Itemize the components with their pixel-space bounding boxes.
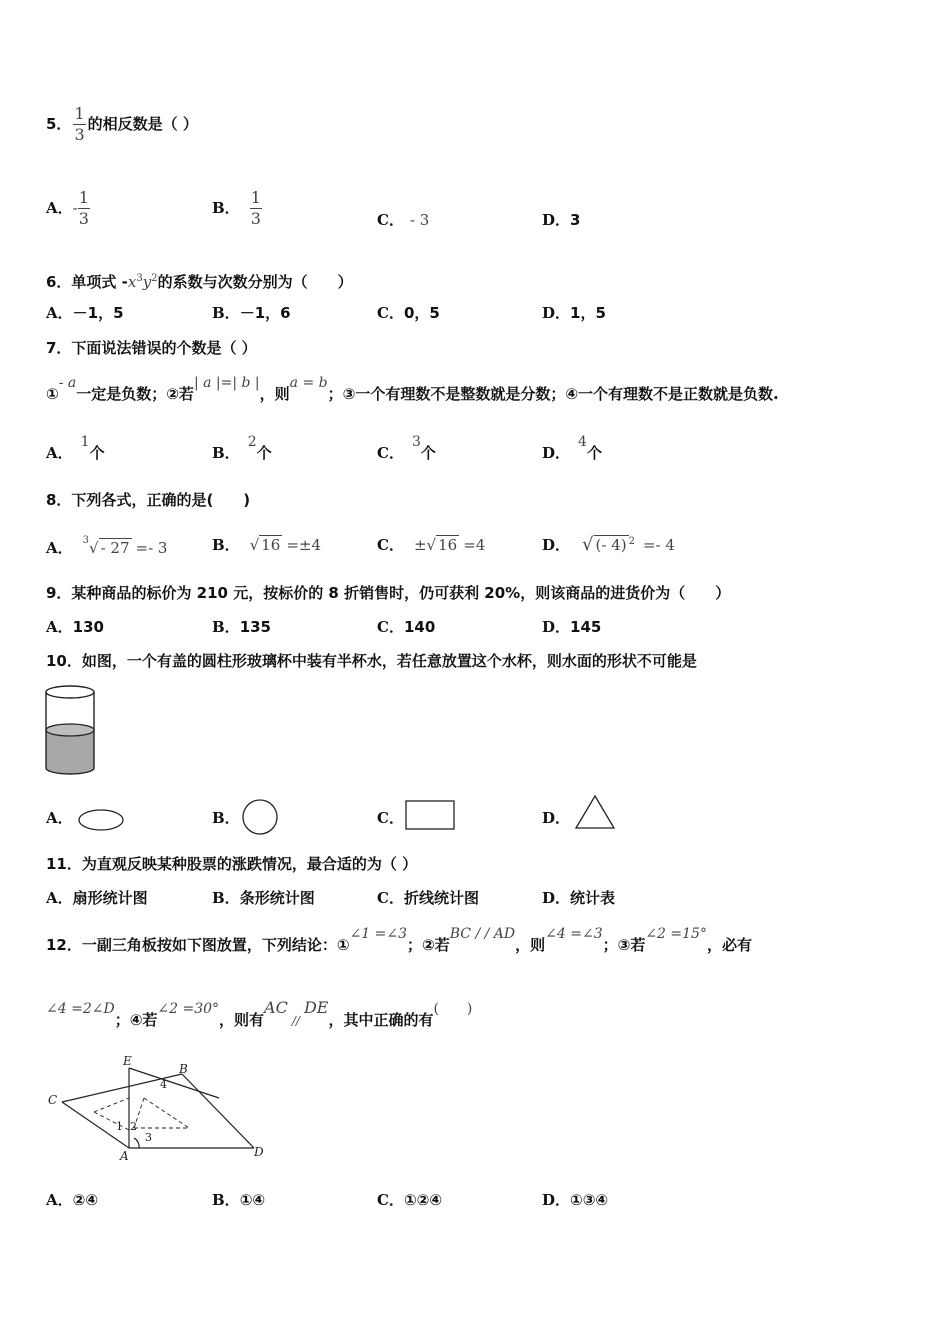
question-12-stem-line-2: ∠4 =2∠D；④若∠2 =30°，则有AC//DE，其中正确的有( ) (46, 998, 473, 1029)
question-7-stem: 7．下面说法错误的个数是（ ） (46, 339, 257, 357)
q12-option-a[interactable]: A．②④ (46, 1191, 99, 1209)
rectangle-shape-icon[interactable] (405, 800, 457, 832)
circle-shape-icon[interactable] (241, 798, 279, 836)
q10-option-b[interactable]: B． (212, 809, 240, 827)
q5-number: 5． (46, 115, 72, 133)
q10-option-d[interactable]: D． (542, 809, 571, 827)
q5-option-d[interactable]: D．3 (542, 211, 581, 229)
q10-option-a[interactable]: A． (46, 809, 73, 827)
question-11-stem: 11．为直观反映某种股票的涨跌情况，最合适的为（ ） (46, 855, 418, 873)
q5-fraction: $\frac{1}{3}$ (74, 104, 85, 144)
question-8-stem: 8．下列各式，正确的是( ) (46, 491, 251, 509)
label-a: A (120, 1149, 129, 1163)
q12-option-b[interactable]: B．①④ (212, 1191, 266, 1209)
q12-option-d[interactable]: D．①③④ (542, 1191, 609, 1209)
question-9-stem: 9．某种商品的标价为 210 元，按标价的 8 折销售时，仍可获利 20%，则该商品的进货价为（ ） (46, 584, 731, 602)
q9-option-b[interactable]: B．135 (212, 618, 271, 636)
label-c: C (48, 1093, 58, 1107)
q6-option-c[interactable]: C．0，5 (377, 304, 440, 322)
triangle-rulers-figure (44, 1052, 274, 1164)
q7-option-c[interactable]: C．3个 (377, 434, 436, 462)
angle-3-label: 3 (145, 1131, 152, 1144)
cylinder-cup-figure (40, 682, 102, 778)
question-5-stem (46, 104, 198, 145)
q8-option-a[interactable]: A． $^3$√ - 27 =- 3 (46, 535, 168, 557)
q5-option-a[interactable]: A．- $\frac{1}{3}$ (46, 188, 89, 228)
question-6-stem: 6．单项式 $-x^3y^2$的系数与次数分别为（ ） (46, 273, 353, 291)
angle-2-label: 2 (130, 1120, 137, 1133)
label-d: D (254, 1145, 264, 1159)
q6-option-b[interactable]: B．－1，6 (212, 304, 291, 322)
q8-option-c[interactable]: C． ±√ 16 =4 (377, 536, 486, 554)
label-e: E (123, 1054, 132, 1068)
q7-option-a[interactable]: A．1个 (46, 434, 105, 462)
q6-option-a[interactable]: A．－1，5 (46, 304, 124, 322)
q9-option-d[interactable]: D．145 (542, 618, 602, 636)
q8-option-b[interactable]: B． √ 16 =±4 (212, 536, 322, 554)
question-7-statements: ①- a一定是负数；②若| a |=| b |，则a = b；③一个有理数不是整数就是分数；④一个有理数不是正数就是负数. (46, 375, 779, 403)
q11-option-b[interactable]: B．条形统计图 (212, 889, 315, 907)
q11-option-c[interactable]: C．折线统计图 (377, 889, 479, 907)
q9-option-a[interactable]: A．130 (46, 618, 104, 636)
q10-option-c[interactable]: C． (377, 809, 404, 827)
ellipse-shape-icon[interactable] (77, 808, 125, 832)
q6-option-d[interactable]: D．1，5 (542, 304, 606, 322)
q5-option-b[interactable]: B． $\frac{1}{3}$ (212, 188, 261, 228)
angle-1-label: 1 (116, 1120, 123, 1133)
q8-option-d[interactable]: D． √ (- 4) $^2$ =- 4 (542, 534, 675, 555)
question-12-stem-line-1: 12．一副三角板按如下图放置，下列结论：①∠1 =∠3；②若BC / / AD，则∠4 =∠3；③若∠2 =15°，必有 (46, 926, 752, 954)
q7-option-b[interactable]: B．2个 (212, 434, 272, 462)
q5-stem-text: 的相反数是（ ） (87, 115, 198, 133)
q11-option-a[interactable]: A．扇形统计图 (46, 889, 148, 907)
q5-option-c[interactable]: C． - 3 (377, 211, 430, 229)
q12-option-c[interactable]: C．①②④ (377, 1191, 443, 1209)
triangle-shape-icon[interactable] (574, 794, 616, 832)
q7-option-d[interactable]: D．4个 (542, 434, 602, 462)
label-b: B (179, 1062, 188, 1076)
angle-4-label: 4 (160, 1078, 167, 1091)
q9-option-c[interactable]: C．140 (377, 618, 436, 636)
question-10-stem: 10．如图，一个有盖的圆柱形玻璃杯中装有半杯水，若任意放置这个水杯，则水面的形状不可能是 (46, 652, 697, 670)
q11-option-d[interactable]: D．统计表 (542, 889, 616, 907)
